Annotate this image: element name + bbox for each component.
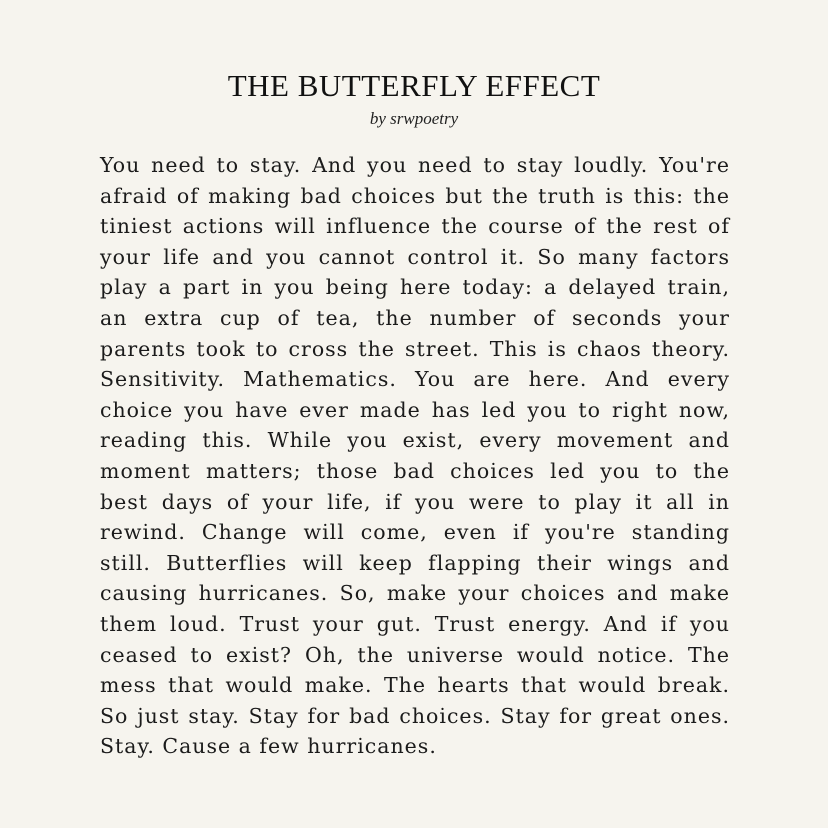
poem-line: parents took to cross the street. This is chaos theory. bbox=[100, 336, 730, 361]
poem-line: them loud. Trust your gut. Trust energy. And if you bbox=[100, 611, 730, 636]
poem-body bbox=[100, 150, 730, 762]
poem-line: Sensitivity. Mathematics. You are here. And every bbox=[100, 367, 730, 392]
poem-line: afraid of making bad choices but the truth is this: the bbox=[100, 183, 730, 208]
poem-line: tiniest actions will influence the course of the rest of bbox=[100, 214, 730, 239]
poem-line: an extra cup of tea, the number of seconds your bbox=[100, 305, 730, 330]
poem-line: reading this. While you exist, every movement and bbox=[100, 428, 730, 453]
poem-line: rewind. Change will come, even if you're standing bbox=[100, 520, 730, 545]
poem-line: You need to stay. And you need to stay loudly. You're bbox=[100, 153, 730, 177]
poem-byline: by srwpoetry bbox=[369, 109, 459, 128]
poem-line: choice you have ever made has led you to right now, bbox=[100, 397, 730, 422]
poem-line: still. Butterflies will keep flapping their wings and bbox=[100, 550, 730, 575]
poem-title: THE BUTTERFLY EFFECT bbox=[227, 68, 601, 103]
poem-line: mess that would make. The hearts that would break. bbox=[100, 673, 730, 698]
poem-line: causing hurricanes. So, make your choices and make bbox=[100, 581, 730, 606]
poem-line: best days of your life, if you were to play it all in bbox=[100, 489, 730, 514]
poem-line: ceased to exist? Oh, the universe would notice. The bbox=[100, 642, 730, 667]
poem-line: your life and you cannot control it. So many factors bbox=[100, 244, 730, 269]
poem-line: play a part in you being here today: a delayed train, bbox=[100, 275, 730, 300]
poem-line: Stay. Cause a few hurricanes. bbox=[100, 734, 437, 759]
poem-line: moment matters; those bad choices led you to the bbox=[100, 458, 730, 483]
poem-line: So just stay. Stay for bad choices. Stay for great ones. bbox=[100, 703, 730, 728]
